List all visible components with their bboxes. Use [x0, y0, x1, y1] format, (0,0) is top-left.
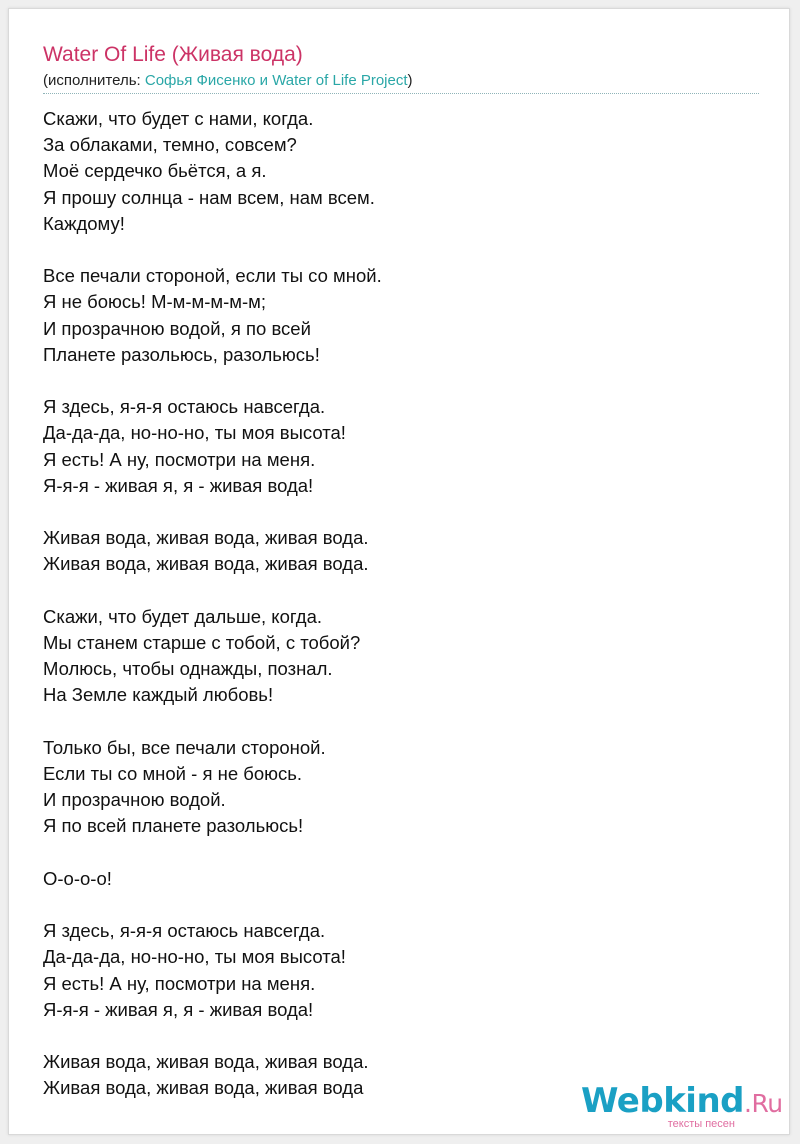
lyric-line: И прозрачною водой.: [43, 789, 226, 811]
lyric-line: О-о-о-о!: [43, 867, 112, 889]
song-title: Water Of Life (Живая вода): [43, 43, 303, 66]
lyric-line: Планете разольюсь, разольюсь!: [43, 343, 320, 365]
lyric-line: Скажи, что будет с нами, когда.: [43, 108, 314, 129]
lyric-line: Молюсь, чтобы однажды, познал.: [43, 658, 333, 680]
lyric-line: Живая вода, живая вода, живая вода.: [43, 527, 369, 549]
lyric-line: Я по всей планете разольюсь!: [43, 815, 304, 837]
lyric-line: Я есть! А ну, посмотри на меня.: [43, 972, 316, 994]
lyrics-stanza: [43, 918, 759, 1023]
logo-name: Webkind: [581, 1081, 744, 1121]
lyric-line: Я есть! А ну, посмотри на меня.: [43, 448, 316, 470]
lyric-line: Живая вода, живая вода, живая вода.: [43, 553, 369, 575]
lyric-line: Я-я-я - живая я, я - живая вода!: [43, 998, 314, 1020]
artist-link[interactable]: Софья Фисенко и Water of Life Project: [144, 72, 408, 89]
artist-prefix: (исполнитель:: [43, 72, 145, 89]
lyric-line: Все печали стороной, если ты со мной.: [43, 265, 382, 287]
lyric-line: Скажи, что будет дальше, когда.: [43, 605, 323, 627]
lyric-line: И прозрачною водой, я по всей: [43, 317, 311, 339]
lyric-line: Я-я-я - живая я, я - живая вода!: [43, 474, 314, 496]
lyrics-text: [43, 106, 759, 1128]
lyric-line: Я здесь, я-я-я остаюсь навсегда.: [43, 920, 326, 942]
lyric-line: Если ты со мной - я не боюсь.: [43, 763, 303, 784]
artist-suffix: ): [407, 72, 413, 89]
logo-tagline: тексты песен: [667, 1118, 735, 1130]
lyrics-stanza: [43, 106, 759, 237]
lyric-line: Моё сердечко бьётся, а я.: [43, 160, 267, 182]
logo-tld: .Ru: [744, 1089, 783, 1118]
logo-wordmark: [581, 1081, 783, 1121]
lyrics-stanza: [43, 525, 759, 577]
lyrics-sheet: [8, 8, 790, 1135]
lyrics-stanza: [43, 604, 759, 709]
lyric-line: Да-да-да, но-но-но, ты моя высота!: [43, 422, 346, 444]
lyrics-stanza: [43, 735, 759, 840]
title-divider: [43, 93, 759, 94]
lyric-line: Да-да-да, но-но-но, ты моя высота!: [43, 946, 346, 968]
lyrics-stanza: [43, 866, 759, 892]
lyric-line: Каждому!: [43, 212, 125, 234]
lyric-line: Живая вода, живая вода, живая вода: [43, 1077, 364, 1099]
webkind-logo: [581, 1081, 783, 1130]
lyric-line: На Земле каждый любовь!: [43, 684, 274, 706]
artist-line: [43, 72, 413, 89]
lyrics-stanza: [43, 263, 759, 368]
lyric-line: Я прошу солнца - нам всем, нам всем.: [43, 186, 375, 208]
lyric-line: Я не боюсь! М-м-м-м-м-м;: [43, 291, 267, 313]
lyric-line: Только бы, все печали стороной.: [43, 736, 326, 758]
lyric-line: Я здесь, я-я-я остаюсь навсегда.: [43, 396, 326, 418]
lyric-line: Мы станем старше с тобой, с тобой?: [43, 632, 361, 653]
lyric-line: За облаками, темно, совсем?: [43, 134, 297, 156]
lyric-line: Живая вода, живая вода, живая вода.: [43, 1051, 369, 1073]
lyrics-stanza: [43, 394, 759, 499]
